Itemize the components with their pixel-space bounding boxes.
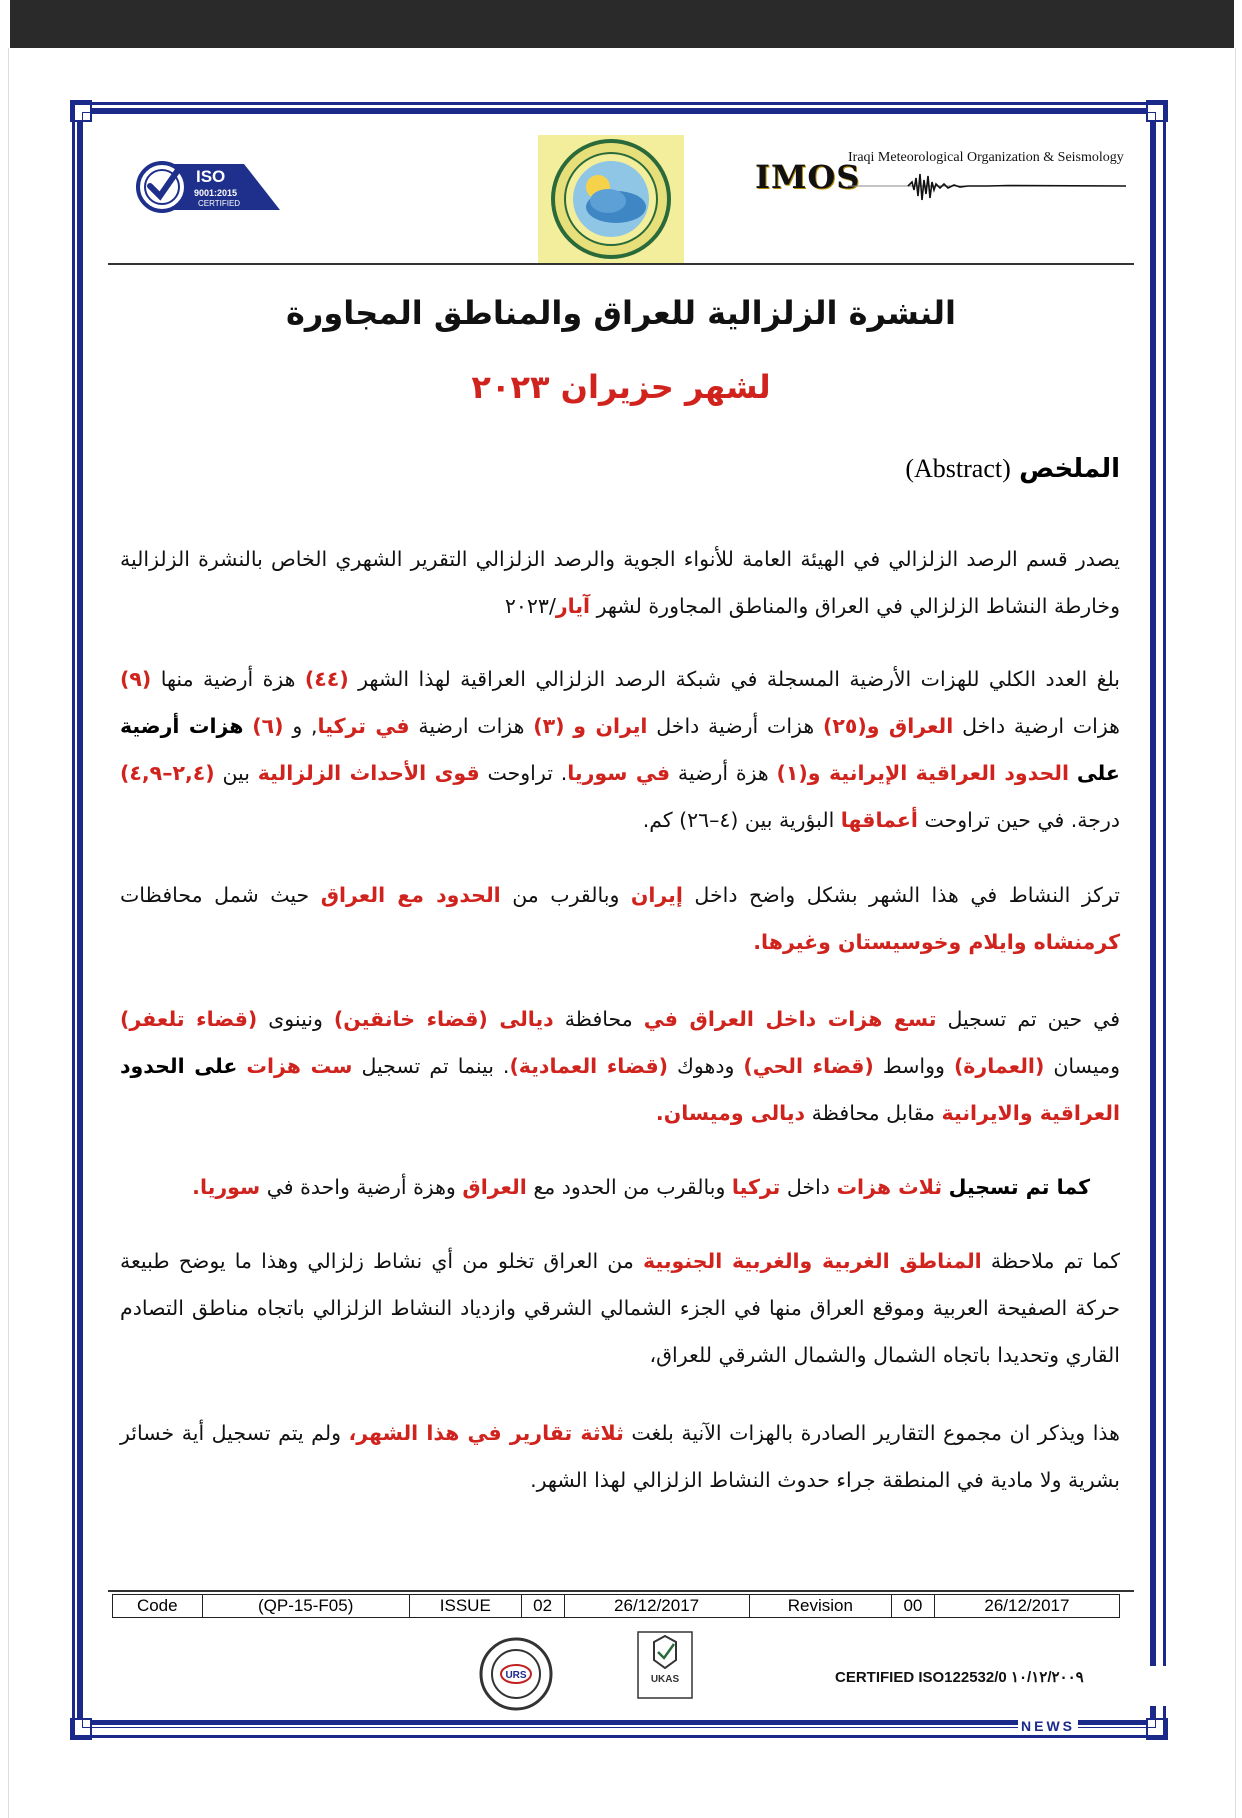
news-watermark: NEWS <box>1018 1718 1078 1734</box>
footer-divider <box>108 1590 1134 1592</box>
p5-turkey: تركيا <box>731 1175 781 1199</box>
imos-emblem-logo <box>538 135 684 263</box>
p3-text-a: تركز النشاط في هذا الشهر بشكل واضح داخل <box>694 883 1120 907</box>
p4-text-q: مقابل محافظة <box>811 1101 936 1125</box>
ukas-text: UKAS <box>650 1674 680 1685</box>
p2-depth-range: البؤرية بين (٤–٢٦) كم. <box>642 808 835 832</box>
p7-text-c: ولم يتم تسجيل أية خسائر بشرية ولا مادية في المنطقة جراء حدوث النشاط الزلزالي لهذا الشهر. <box>120 1421 1120 1492</box>
p2-text-e: هزات ارضية داخل <box>962 714 1120 738</box>
p1-text-a: يصدر قسم الرصد الزلزالي في الهيئة العامة للأنواء الجوية والرصد الزلزالي التقرير الشهري الخاص بالنشرة الزلزالية وخارطة النشاط الزلزالي في العراق والمناطق المجاورة لشهر <box>120 547 1120 618</box>
bulletin-title: النشرة الزلزالية للعراق والمناطق المجاورة <box>286 294 956 332</box>
header-divider <box>108 263 1134 265</box>
p5-syria: سوريا. <box>192 1175 261 1199</box>
p6-regions: المناطق الغربية والغربية الجنوبية <box>643 1249 982 1273</box>
frame-corner-bl <box>70 1718 92 1740</box>
p2-border-count: (٦) <box>252 714 284 738</box>
p5-text-c: داخل <box>786 1175 830 1199</box>
top-dark-bar <box>0 0 1242 48</box>
iso-badge-text: ISO <box>196 167 226 186</box>
p7-reports: ثلاثة تقارير في هذا الشهر، <box>348 1421 624 1445</box>
p4-border: العراقية والايرانية <box>941 1101 1120 1125</box>
p6-text-c: من العراق تخلو من أي نشاط زلزالي وهذا ما يوضح طبيعة حركة الصفيحة العربية وموقع العراق منها في الجزء الشمالي الشرقي وازدياد النشاط الزلزالي باتجاه مناطق التصادم القاري وتحديدا باتجاه الشمال والشمال الشرقي للعراق، <box>120 1249 1120 1367</box>
p2-iraq-count: (٩) <box>120 667 152 691</box>
p2-depth-label: أعماقها <box>840 808 918 832</box>
p2-magnitude-range: (٢,٤–٤,٩) <box>120 761 215 785</box>
table-cell: Revision <box>749 1595 891 1618</box>
top-bar-left-gap <box>0 0 10 48</box>
p2-iran: ايران و <box>573 714 648 738</box>
p2-border: الحدود العراقية الإيرانية و(١) <box>776 761 1069 785</box>
seismogram-icon <box>848 172 1126 214</box>
table-cell: Code <box>113 1595 203 1618</box>
table-cell: 26/12/2017 <box>934 1595 1119 1618</box>
p4-text-k: ودهوك <box>677 1054 735 1078</box>
p5-text-e: وبالقرب من الحدود مع <box>533 1175 726 1199</box>
iso-certified-logo <box>134 158 284 216</box>
p2-magnitude-label: قوى الأحداث الزلزالية <box>257 761 480 785</box>
p2-text-n: هزات أرضية على <box>120 714 1120 785</box>
p2-iraq-iran-count: العراق و(٢٥) <box>822 714 954 738</box>
p2-turkey: في تركيا <box>317 714 410 738</box>
p2-text-p: هزة أرضية <box>677 761 769 785</box>
p3-provinces: كرمنشاه وايلام وخوسيستان وغيرها. <box>753 930 1120 954</box>
p4-tal-afar: (قضاء تلعفر) <box>120 1007 258 1031</box>
p4-text-i: وواسط <box>882 1054 945 1078</box>
p5-text-a: كما تم تسجيل <box>948 1175 1090 1199</box>
p1-month: آيار <box>555 594 591 618</box>
p2-text-r: . تراوحت <box>487 761 568 785</box>
table-cell: 02 <box>521 1595 564 1618</box>
certified-number: CERTIFIED ISO122532/0 <box>835 1669 1007 1686</box>
p4-text-o: على الحدود <box>120 1054 238 1078</box>
p5-text-g: وهزة أرضية واحدة في <box>266 1175 456 1199</box>
p1-year: /٢٠٢٣ <box>504 594 556 618</box>
p3-iran: إيران <box>630 883 683 907</box>
abstract-heading-ar: الملخص <box>1019 454 1120 484</box>
p4-diyala: ديالى (قضاء خانقين) <box>333 1007 554 1031</box>
p4-amarah: (العمارة) <box>953 1054 1045 1078</box>
table-row <box>113 1595 1120 1618</box>
table-cell: ISSUE <box>409 1595 521 1618</box>
p2-total-count: (٤٤) <box>304 667 349 691</box>
p2-text-v: درجة. في حين تراوحت <box>924 808 1120 832</box>
top-bar-right-gap <box>1234 0 1242 48</box>
p3-text-e: حيث شمل محافظات <box>120 883 310 907</box>
p3-border: الحدود مع العراق <box>320 883 501 907</box>
certified-date: ١٠/١٢/٢٠٠٩ <box>1010 1669 1084 1686</box>
p2-text-j: هزات ارضية <box>418 714 525 738</box>
p2-text-l: , و <box>292 714 318 738</box>
frame-corner-tl <box>70 100 92 122</box>
paragraph-4 <box>120 996 1120 1137</box>
iso-certified-text: CERTIFIED <box>198 199 241 208</box>
p5-iraq: العراق <box>462 1175 527 1199</box>
certified-iso-text <box>835 1668 1084 1686</box>
bulletin-subtitle: لشهر حزيران ٢٠٢٣ <box>471 368 771 406</box>
p5-three-events: ثلاث هزات <box>836 1175 943 1199</box>
paragraph-2 <box>120 656 1120 844</box>
p2-turkey-count: (٣) <box>533 714 565 738</box>
p4-amadiya: (قضاء العمادية) <box>509 1054 668 1078</box>
p4-al-hay: (قضاء الحي) <box>743 1054 874 1078</box>
org-full-name: Iraqi Meteorological Organization & Seismology <box>848 150 1124 165</box>
abstract-heading <box>905 454 1120 484</box>
frame-corner-br <box>1146 1718 1168 1740</box>
paragraph-7 <box>120 1410 1120 1504</box>
watermark-mask <box>1146 1666 1168 1706</box>
p4-text-e: ونينوى <box>268 1007 323 1031</box>
ukas-logo <box>636 1630 694 1700</box>
p4-text-g: وميسان <box>1053 1054 1120 1078</box>
iso-standard-text: 9001:2015 <box>194 188 238 198</box>
paragraph-3 <box>120 872 1120 966</box>
p4-diyala-maysan: ديالى وميسان. <box>655 1101 806 1125</box>
p2-text-a: بلغ العدد الكلي للهزات الأرضية المسجلة في شبكة الرصد الزلزالي العراقية لهذا الشهر <box>358 667 1121 691</box>
p2-text-c: هزة أرضية منها <box>160 667 296 691</box>
paragraph-6 <box>120 1238 1120 1379</box>
emblem-seal-icon <box>538 135 684 263</box>
p2-text-t: بين <box>222 761 250 785</box>
urs-seal-text: URS <box>505 1670 527 1681</box>
p4-six-events: ست هزات <box>246 1054 353 1078</box>
frame-corner-tr <box>1146 100 1168 122</box>
paragraph-5 <box>120 1164 1090 1211</box>
p4-text-m: . بينما تم تسجيل <box>361 1054 510 1078</box>
imos-logo-text: IMOS <box>755 158 861 196</box>
p7-text-a: هذا ويذكر ان مجموع التقارير الصادرة بالهزات الآنية بلغت <box>631 1421 1120 1445</box>
urs-seal-logo <box>478 1636 554 1712</box>
paragraph-1 <box>120 536 1120 630</box>
abstract-heading-en: (Abstract) <box>905 454 1011 483</box>
p3-text-c: وبالقرب من <box>512 883 620 907</box>
table-cell: 26/12/2017 <box>564 1595 749 1618</box>
table-cell: (QP-15-F05) <box>202 1595 409 1618</box>
p4-text-a: في حين تم تسجيل <box>947 1007 1121 1031</box>
p4-text-c: محافظة <box>564 1007 633 1031</box>
p4-nine-events: تسع هزات داخل العراق في <box>643 1007 937 1031</box>
p6-text-a: كما تم ملاحظة <box>990 1249 1120 1273</box>
table-cell: 00 <box>892 1595 935 1618</box>
p2-syria: في سوريا <box>567 761 671 785</box>
p2-text-g: هزات أرضية داخل <box>656 714 815 738</box>
document-control-table <box>112 1594 1120 1618</box>
